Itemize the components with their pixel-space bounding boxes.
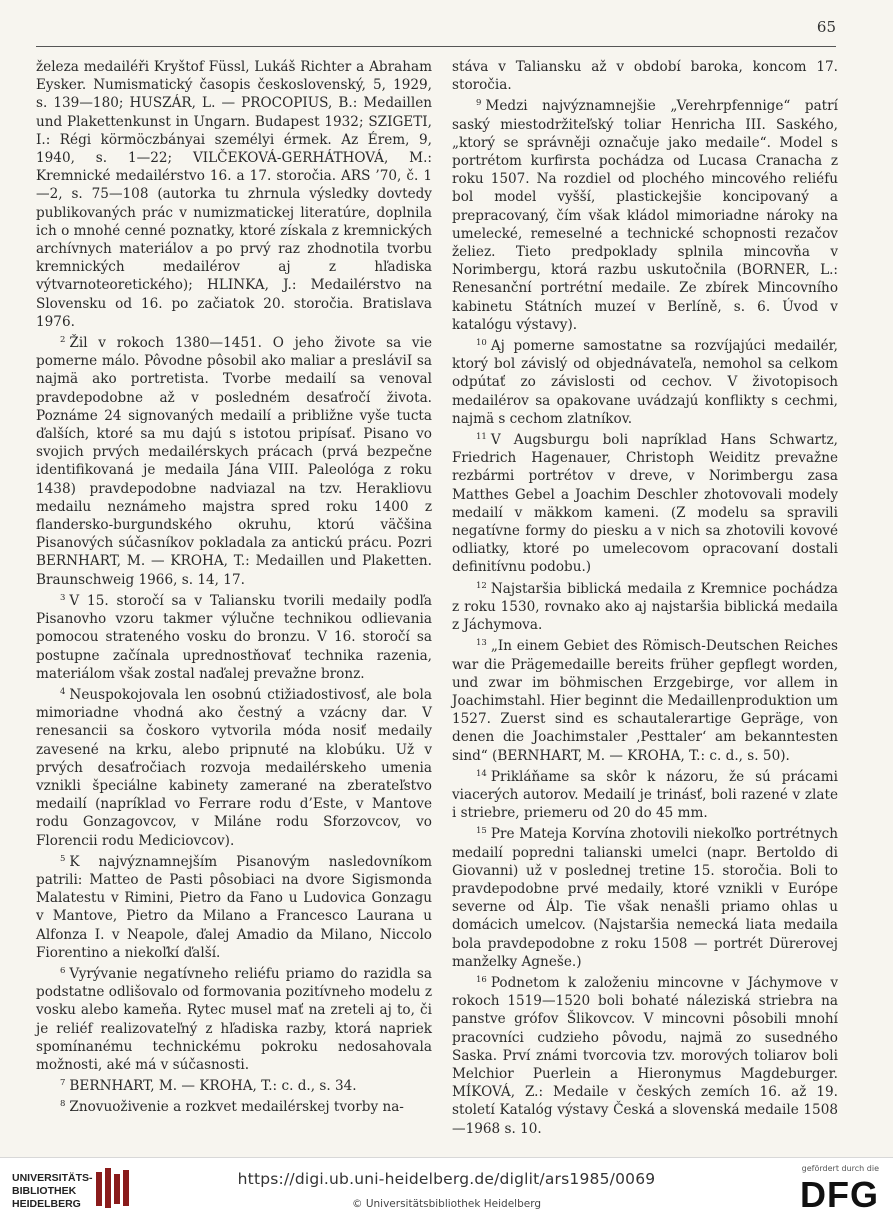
footnote-paragraph <box>452 94 838 334</box>
footnote-paragraph <box>452 428 838 577</box>
left-column <box>36 58 432 1117</box>
footnote-paragraph <box>36 331 432 589</box>
footnote-text: Znovuoživenie a rozkvet medailérskej tvorby na- <box>69 1099 404 1116</box>
footnote-number: 12 <box>476 580 487 591</box>
footnote-number: 14 <box>476 768 487 779</box>
footnote-text: Medzi najvýznamnejšie „Verehrpfennige“ patrí saský miestodržiteľský toliar Henricha III. Saského, „ktorý se správněji označuje jako medaile“. Model s portrétom kurfirsta pochádza od Lucasa Cranacha z roku 1507. Na rozdiel od plochého mincového reliéfu bol model vyšší, plastickejšie koncipovaný a prepracovaný, čím však kládol mimoriadne nároky na umelecké, remeselné a technické schopnosti rezačov želiez. Tieto predpoklady splnila mincovňa v Norimbergu, ktorá razbu uskutočnila (BORNER, L.: Renesanční portrétní medaile. Ze zbírek Mincovního kabinetu Státních muzeí v Berlíně, s. 6. Úvod v katalógu výstavy). <box>452 98 838 333</box>
footnote-text: Podnetom k založeniu mincovne v Jáchymove v rokoch 1519—1520 boli bohaté náleziská striebra na panstve grófov Šlikovcov. V mincovni pôsobili mnohí pracovníci cudzieho pôvodu, najmä zo susedného Saska. Prví známi tvorcovia tzv. morových toliarov boli Melchior Puerlein a Hieronymus Magdeburger. MÍKOVÁ, Z.: Medaile v českých zemích 16. až 19. století Katalóg výstavy Česká a slovenská medaile 1508—1968 s. 10. <box>452 974 838 1137</box>
footnote-text: železa medailéři Kryštof Füssl, Lukáš Richter a Abraham Eysker. Numismatický časopis československý, 5, 1929, s. 139—180; HUSZÁR, L. — PROCOPIUS, B.: Medaillen und Plakettenkunst in Ungarn. Budapest 1932; SZIGETI, I.: Régi körmöczbányai személyi érmek. Az Érem, 9, 1940, s. 1—22; VILČEKOVÁ-GERHÁTHOVÁ, M.: Kremnické medailérstvo 16. a 17. storočia. ARS ’70, č. 1—2, s. 75—108 (autorka tu zhrnula výsledky dovtedy publikovaných prác v numizmatickej literatúre, doplnila ich o mnohé cenné poznatky, ktoré získala z kremnických archívnych materiálov a po prvý raz zhodnotila tvorbu kremnických medailérov aj z hľadiska výtvarnoteoretického); HLINKA, J.: Medailérstvo na Slovensku od 16. po začiatok 20. storočia. Bratislava 1976. <box>36 59 432 330</box>
footnote-number: 5 <box>60 853 66 864</box>
page-number: 65 <box>816 18 836 36</box>
footnote-paragraph <box>36 58 432 331</box>
footnote-paragraph <box>452 634 838 764</box>
footnote-paragraph <box>452 58 838 94</box>
footnote-number: 13 <box>476 638 487 649</box>
footnote-paragraph <box>36 850 432 962</box>
right-column <box>452 58 838 1138</box>
footnote-paragraph <box>452 971 838 1138</box>
footnote-paragraph <box>36 1095 432 1116</box>
footnote-paragraph <box>452 765 838 823</box>
footnote-paragraph <box>36 589 432 683</box>
footnote-number: 10 <box>476 338 487 349</box>
copyright-notice: © Universitätsbibliothek Heidelberg <box>351 1198 541 1210</box>
footnote-text: K najvýznamnejším Pisanovým nasledovníkom patrili: Matteo de Pasti pôsobiaci na dvore Sigismonda Malatestu v Rimini, Pietro da Fano u Ludovica Gonzagu v Mantove, Pietro da Milano a Francesco Laurana u Alfonza I. v Neapole, ďalej Amadio da Milano, Niccolo Fiorentino a niekoľkí ďalší. <box>36 853 432 961</box>
footnote-text: Prikláňame sa skôr k názoru, že sú prácami viacerých autorov. Medailí je trinásť, boli razené v zlate i striebre, priemeru od 20 do 45 mm. <box>452 768 838 822</box>
footnote-paragraph <box>36 683 432 850</box>
footnote-text: Najstaršia biblická medaila z Kremnice pochádza z roku 1530, rovnako ako aj najstaršia biblická medaila z Jáchymova. <box>452 580 838 634</box>
funding-note: gefördert durch die <box>801 1164 879 1173</box>
footnote-number: 2 <box>60 335 66 346</box>
footnote-text: Pre Mateja Korvína zhotovili niekoľko portrétnych medailí popredni talianski umelci (napr. Bertoldo di Giovanni) už v poslednej tretine 15. storočia. Boli to pravdepodobne prvé medaily, ktoré vznikli v Európe severne od Álp. Tie však nenašli priamo ohlas u domácich umelcov. (Najstaršia nemecká liata medaila bola pravdepodobne z roku 1508 — portrét Dürerovej manželky Agneše.) <box>452 826 838 970</box>
footnote-number: 9 <box>476 98 482 109</box>
footnote-paragraph <box>452 334 838 428</box>
footnote-number: 7 <box>60 1078 66 1089</box>
footnote-text: BERNHART, M. — KROHA, T.: c. d., s. 34. <box>69 1078 357 1095</box>
footnote-text: Neuspokojovala len osobnú ctižiadostivosť, ale bola mimoriadne vhodná ako čestný a vzácny dar. V renesancii sa čoskoro vytvorila móda nosiť medaily zavesené na krku, alebo pripnuté na klobúku. Už v prvých desaťročiach rozvoja medailérskeho umenia vznikli špeciálne kabinety zamerané na zberateľstvo medailí (napríklad vo Ferrare rodu d’Este, v Mantove rodu Gonzagovcov, v Miláne rodu Sforzovcov, vo Florencii rodu Mediciovcov). <box>36 686 432 849</box>
footnote-paragraph <box>452 577 838 635</box>
footnote-text: V Augsburgu boli napríklad Hans Schwartz, Friedrich Hagenauer, Christoph Weiditz prevažne rezbármi portrétov v dreve, v Norimbergu zasa Matthes Gebel a Joachim Deschler zhotovovali modely medailí v mäkkom kameni. (Z modelu sa spravili negatívne formy do piesku a v nich sa zhotovili kovové odliatky, ktoré po umelecovom opracovaní dostali definitívnu podobu.) <box>452 432 838 576</box>
footer-bar <box>0 1157 893 1224</box>
footnote-paragraph <box>36 962 432 1074</box>
footnote-number: 3 <box>60 592 66 603</box>
footnote-number: 6 <box>60 965 66 976</box>
library-name-line3: HEIDELBERG <box>12 1198 81 1210</box>
library-name-line2: BIBLIOTHEK <box>12 1185 77 1197</box>
footnote-paragraph <box>452 822 838 971</box>
footnote-text: Aj pomerne samostatne sa rozvíjajúci medailér, ktorý bol závislý od objednávateľa, nemohol sa celkom odpútať zo závislosti od cechov. V životopisoch medailérov sa opakovane uvádzajú konflikty s cechmi, najmä s cechom zlatníkov. <box>452 338 838 427</box>
footnote-text: Vyrývanie negatívneho reliéfu priamo do razidla sa podstatne odlišovalo od formovania pozitívneho modelu z vosku alebo kameňa. Rytec musel mať na zreteli aj to, či je reliéf realizovateľný z hľadiska razby, ktorá napriek spomínanému technickému pokroku nedosahovala možnosti, aké má v súčasnosti. <box>36 965 432 1073</box>
footnote-number: 11 <box>476 432 487 443</box>
dfg-logo[interactable]: DFG <box>800 1174 879 1215</box>
footnote-number: 4 <box>60 686 66 697</box>
document-url-link[interactable]: https://digi.ub.uni-heidelberg.de/diglit/ars1985/0069 <box>237 1170 656 1188</box>
footnote-text: stáva v Taliansku až v období baroka, koncom 17. storočia. <box>452 59 838 94</box>
footnote-text: Žil v rokoch 1380—1451. O jeho živote sa vie pomerne málo. Pôvodne pôsobil ako maliar a presláviI sa najmä ako portretista. Tvorbe medailí sa venoval pravdepodobne až v posledném desaťročí života. Poznáme 24 signovaných medailí a približne vyše tucta ďalších, ktoré sa mu dajú s istotou pripísať. Pisano vo svojich prvých medailérskych prácach (prvá bezpečne identifikovaná je medaila Jána VIII. Paleológa z roku 1438) pravdepodobne nadviazal na tzv. Herakliovu medailu neznámeho majstra spred roku 1400 z flandersko-burgundského okruhu, ktorú väčšina Pisanových súčasníkov pokladala za antickú prácu. Pozri BERNHART, M. — KROHA, T.: Medaillen und Plaketten. Braunschweig 1966, s. 14, 17. <box>36 335 432 588</box>
header-rule <box>36 46 836 47</box>
footnote-text: „In einem Gebiet des Römisch-Deutschen Reiches war die Prägemedaille bereits früher gepflegt worden, und zwar im böhmischen Erzgebirge, vor allem in Joachimstahl. Hier beginnt die Medaillenproduktion um 1527. Zuerst sind es schautalerartige Gepräge, von denen die Joachimstaler ‚Pesttaler‘ am bekanntesten sind“ (BERNHART, M. — KROHA, T.: c. d., s. 50). <box>452 638 838 764</box>
footnote-number: 16 <box>476 974 487 985</box>
footnote-paragraph <box>36 1074 432 1095</box>
library-name-line1: UNIVERSITÄTS- <box>12 1172 93 1184</box>
footnote-text: V 15. storočí sa v Taliansku tvorili medaily podľa Pisanovho vzoru takmer výlučne technikou odlievania pomocou strateného vosku do bronzu. V 16. storočí sa postupne začínala uprednostňovať technika razenia, materiálom však zostal naďalej prevažne bronz. <box>36 592 432 682</box>
footnote-number: 15 <box>476 826 487 837</box>
footnote-number: 8 <box>60 1099 66 1110</box>
